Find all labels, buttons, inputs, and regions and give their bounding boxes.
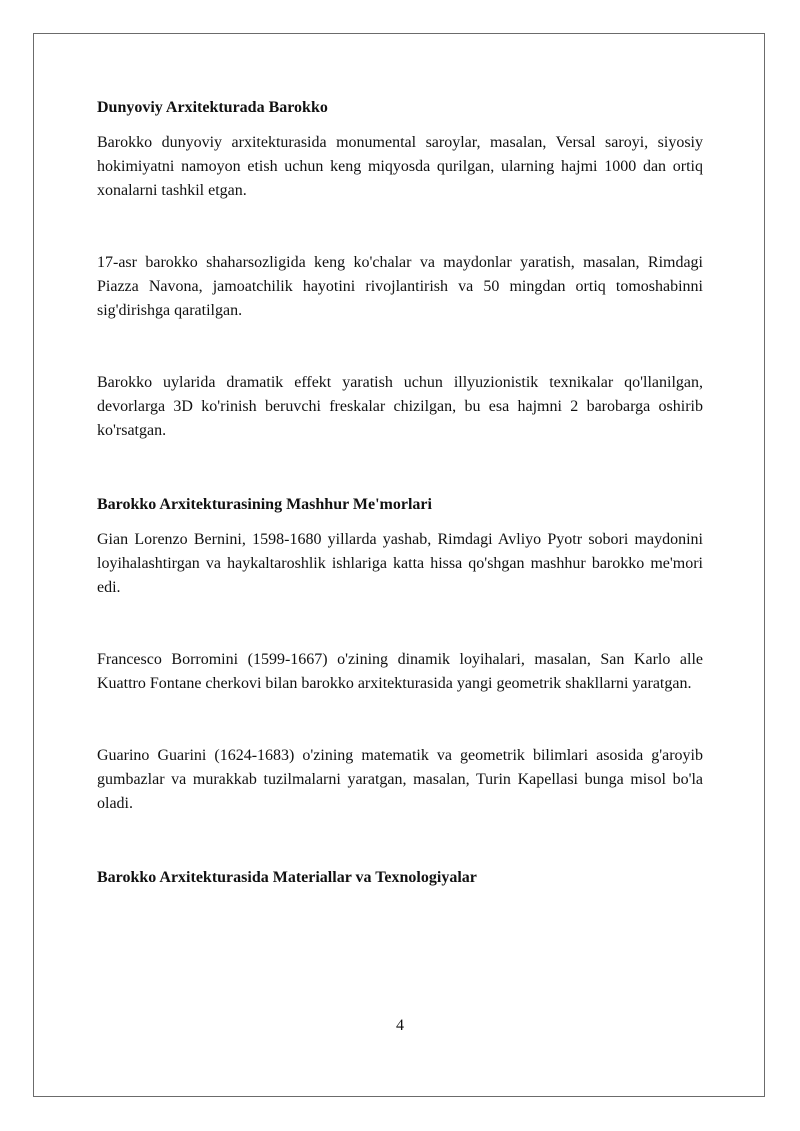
paragraph: Guarino Guarini (1624-1683) o'zining matematik va geometrik bilimlari asosida g'aroyib gumbazlar va murakkab tuzilmalarni yaratgan, masalan, Turin Kapellasi bunga misol bo'la oladi. (97, 747, 703, 812)
section-heading: Dunyoviy Arxitekturada Barokko (97, 99, 328, 116)
page-number: 4 (396, 1017, 404, 1034)
paragraph: Gian Lorenzo Bernini, 1598-1680 yillarda yashab, Rimdagi Avliyo Pyotr sobori maydonini loyihalashtirgan va haykaltaroshlik ishlariga katta hissa qo'shgan mashhur barokko me'mori edi. (97, 531, 703, 596)
document-body (97, 96, 703, 890)
paragraph: 17-asr barokko shaharsozligida keng ko'chalar va maydonlar yaratish, masalan, Rimdagi Piazza Navona, jamoatchilik hayotini rivojlantirish va 50 mingdan ortiq tomoshabinni sig'dirishga qaratilgan. (97, 254, 703, 319)
paragraph: Francesco Borromini (1599-1667) o'zining dinamik loyihalari, masalan, San Karlo alle Kuattro Fontane cherkovi bilan barokko arxitekturasida yangi geometrik shakllarni yaratgan. (97, 651, 703, 692)
section-heading: Barokko Arxitekturasining Mashhur Me'morlari (97, 496, 432, 513)
paragraph: Barokko uylarida dramatik effekt yaratish uchun illyuzionistik texnikalar qo'llanilgan, devorlarga 3D ko'rinish beruvchi freskalar chizilgan, bu esa hajmni 2 barobarga oshirib ko'rsatgan. (97, 374, 703, 439)
section-heading: Barokko Arxitekturasida Materiallar va Texnologiyalar (97, 869, 477, 886)
paragraph: Barokko dunyoviy arxitekturasida monumental saroylar, masalan, Versal saroyi, siyosiy hokimiyatni namoyon etish uchun keng miqyosda qurilgan, ularning hajmi 1000 dan ortiq xonalarni tashkil etgan. (97, 134, 703, 199)
